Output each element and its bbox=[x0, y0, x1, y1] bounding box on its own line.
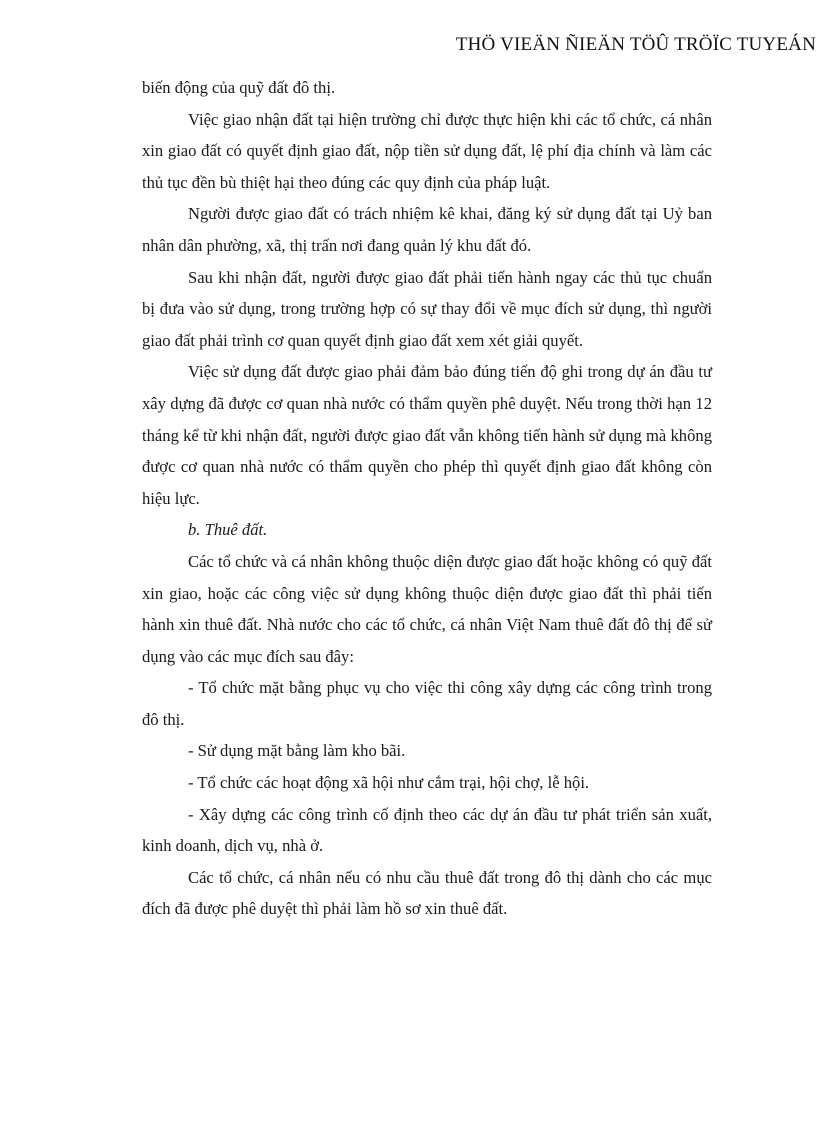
document-body bbox=[142, 72, 712, 925]
paragraph: Sau khi nhận đất, người được giao đất phải tiến hành ngay các thủ tục chuẩn bị đưa vào sử dụng, trong trường hợp có sự thay đổi về mục đích sử dụng, thì người giao đất phải trình cơ quan quyết định giao đất xem xét giải quyết. bbox=[142, 267, 712, 350]
list-item: - Tổ chức mặt bằng phục vụ cho việc thi công xây dựng các công trình trong đô thị. bbox=[142, 678, 712, 729]
paragraph: Các tổ chức và cá nhân không thuộc diện được giao đất hoặc không có quỹ đất xin giao, hoặc các công việc sử dụng không thuộc diện được giao đất thì phải tiến hành xin thuê đất. Nhà nước cho các tổ chức, cá nhân Việt Nam thuê đất đô thị để sử dụng vào các mục đích sau đây: bbox=[142, 551, 712, 666]
list-item: - Tổ chức các hoạt động xã hội như cắm trại, hội chợ, lễ hội. bbox=[188, 773, 590, 793]
paragraph: Người được giao đất có trách nhiệm kê khai, đăng ký sử dụng đất tại Uỷ ban nhân dân phường, xã, thị trấn nơi đang quản lý khu đất đó. bbox=[142, 204, 712, 255]
paragraph: Việc giao nhận đất tại hiện trường chỉ được thực hiện khi các tổ chức, cá nhân xin giao đất có quyết định giao đất, nộp tiền sử dụng đất, lệ phí địa chính và làm các thủ tục đền bù thiệt hại theo đúng các quy định của pháp luật. bbox=[142, 109, 712, 192]
paragraph-continuation: biến động của quỹ đất đô thị. bbox=[142, 78, 336, 97]
paragraph: Việc sử dụng đất được giao phải đảm bảo đúng tiến độ ghi trong dự án đầu tư xây dựng đã được cơ quan nhà nước có thẩm quyền phê duyệt. Nếu trong thời hạn 12 tháng kể từ khi nhận đất, người được giao đất vẫn không tiến hành sử dụng mà không được cơ quan nhà nước có thẩm quyền cho phép thì quyết định giao đất không còn hiệu lực. bbox=[142, 362, 712, 508]
paragraph: Các tổ chức, cá nhân nếu có nhu cầu thuê đất trong đô thị dành cho các mục đích đã được phê duyệt thì phải làm hồ sơ xin thuê đất. bbox=[142, 867, 712, 919]
page-header-title: THÖ VIEÄN ÑIEÄN TÖÛ TRÖÏC TUYEÁN bbox=[455, 34, 816, 55]
section-heading: b. Thuê đất. bbox=[188, 520, 268, 540]
list-item: - Xây dựng các công trình cố định theo các dự án đầu tư phát triển sản xuất, kinh doanh, dịch vụ, nhà ở. bbox=[142, 804, 712, 856]
list-item: - Sử dụng mặt bằng làm kho bãi. bbox=[188, 741, 406, 761]
